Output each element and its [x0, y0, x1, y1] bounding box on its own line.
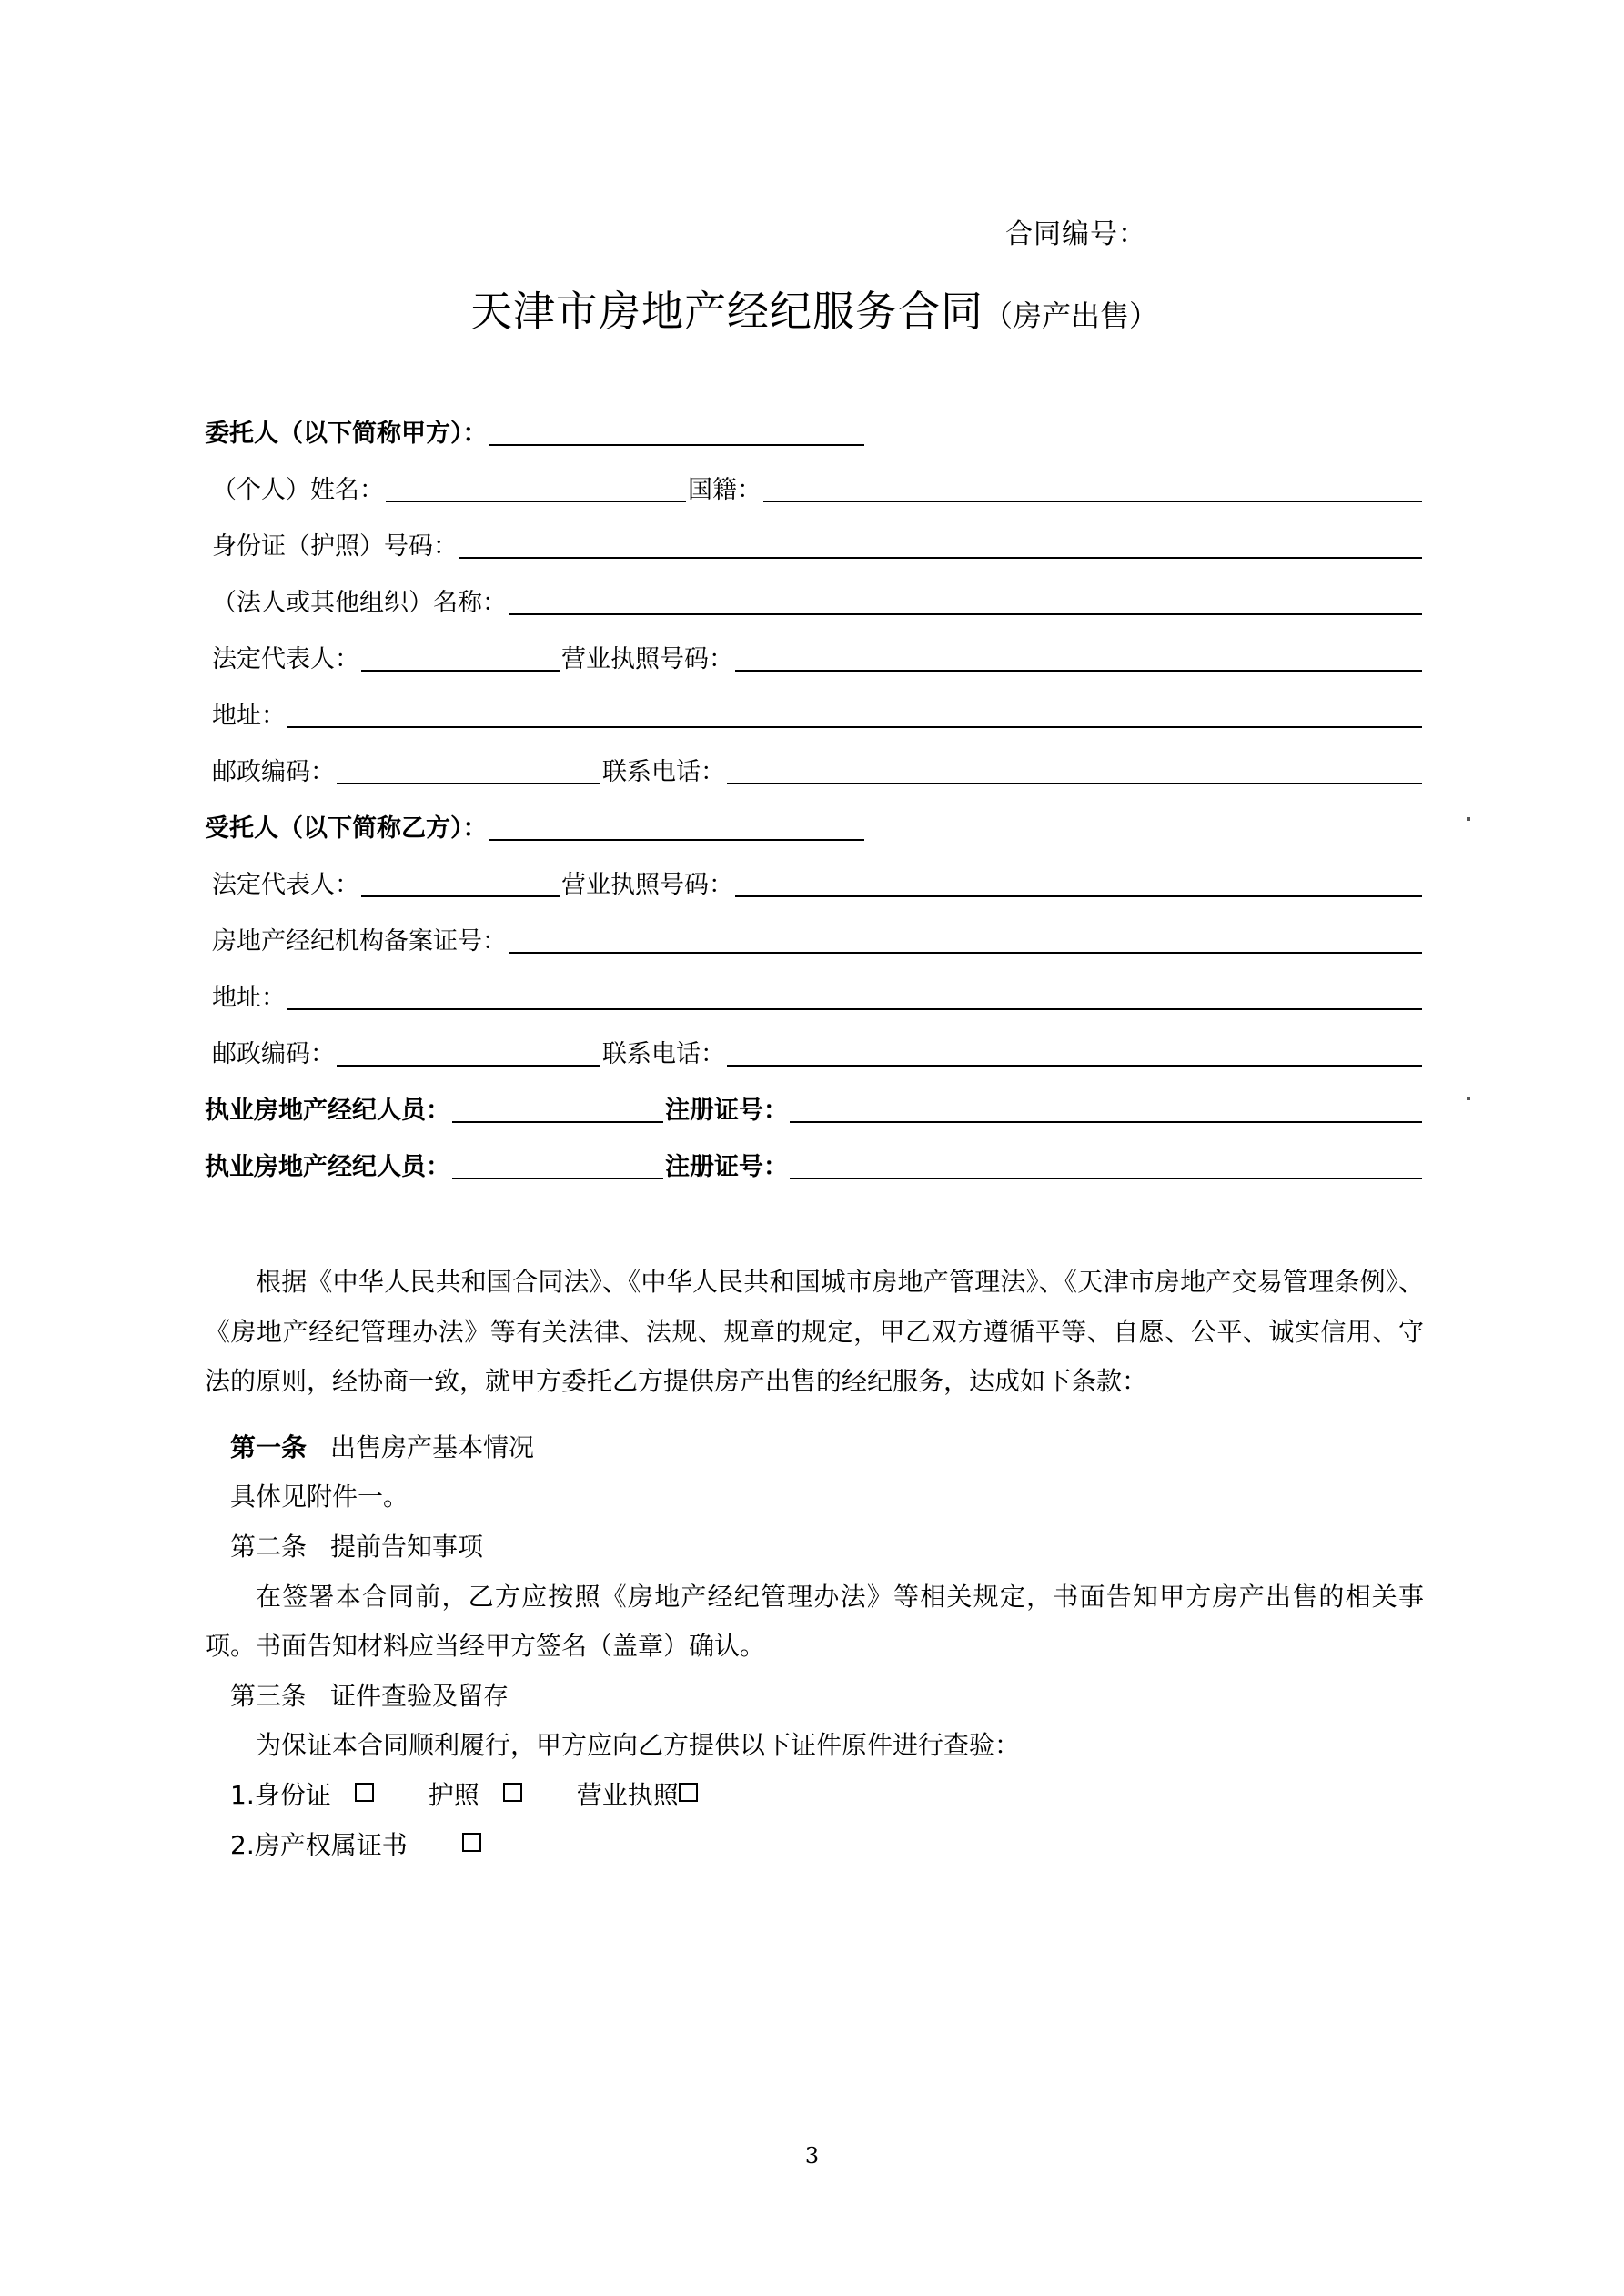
- broker-2-label: 执业房地产经纪人员：: [205, 1153, 450, 1181]
- article-3-title: 证件查验及留存: [330, 1680, 509, 1711]
- article-3-text: 为保证本合同顺利履行，甲方应向乙方提供以下证件原件进行查验：: [256, 1730, 1021, 1761]
- address-label: 地址：: [212, 702, 286, 730]
- checklist-item-2: [205, 1821, 1424, 1871]
- preamble-paragraph: 根据《中华人民共和国合同法》、《中华人民共和国城市房地产管理法》、《天津市房地产交易管理条例》、《房地产经纪管理办法》等有关法律、法规、规章的规定，甲乙双方遵循平等、自愿、公平、诚实信用、守法的原则，经协商一致，就甲方委托乙方提供房产出售的经纪服务，达成如下条款：: [205, 1267, 1424, 1397]
- article-3-heading: [205, 1672, 1424, 1722]
- cert-2-blank[interactable]: [790, 1150, 1422, 1179]
- legal-rep-blank[interactable]: [361, 642, 560, 672]
- checklist-item-2-label: 2.房产权属证书: [230, 1829, 408, 1860]
- legal-entity-blank[interactable]: [509, 586, 1422, 615]
- field-broker-1: [205, 1087, 1424, 1123]
- checklist-item-1-label: 1.身份证: [230, 1779, 331, 1810]
- document-title-main: 天津市房地产经纪服务合同: [469, 287, 983, 336]
- article-1-title: 出售房产基本情况: [330, 1431, 535, 1462]
- cert-1-label: 注册证号：: [665, 1097, 788, 1125]
- id-number-blank[interactable]: [459, 530, 1422, 559]
- postcode-label: 邮政编码：: [212, 758, 335, 786]
- phone-b-blank[interactable]: [727, 1037, 1422, 1067]
- phone-blank[interactable]: [727, 755, 1422, 784]
- nationality-blank[interactable]: [763, 473, 1422, 502]
- agency-record-blank[interactable]: [509, 925, 1422, 954]
- page-number: 3: [804, 2143, 820, 2169]
- article-1-text: [205, 1472, 1424, 1522]
- margin-mark-lower: [1467, 1097, 1470, 1100]
- article-1-body: 具体见附件一。: [230, 1482, 409, 1512]
- article-3-number: 第三条: [230, 1680, 308, 1711]
- field-legal-rep-b: [205, 861, 1424, 897]
- address-b-label: 地址：: [212, 984, 286, 1012]
- phone-label: 联系电话：: [602, 758, 725, 786]
- postcode-b-label: 邮政编码：: [212, 1040, 335, 1068]
- contract-number-label: 合同编号：: [1005, 218, 1146, 250]
- article-2-heading: [205, 1522, 1424, 1573]
- field-individual-name: [205, 466, 1424, 502]
- nationality-label: 国籍：: [688, 476, 762, 504]
- broker-1-blank[interactable]: [452, 1094, 663, 1123]
- broker-1-label: 执业房地产经纪人员：: [205, 1097, 450, 1125]
- checkbox-passport[interactable]: [503, 1783, 522, 1802]
- checklist-item-1-opt2-label: 护照: [428, 1779, 479, 1810]
- field-address-b: [205, 974, 1424, 1010]
- article-1-heading: [205, 1423, 1424, 1473]
- field-address-a: [205, 692, 1424, 728]
- margin-mark-upper: [1467, 817, 1470, 821]
- field-party-a-heading: [205, 410, 1424, 446]
- postcode-b-blank[interactable]: [337, 1037, 600, 1067]
- individual-name-label: （个人）姓名：: [212, 476, 384, 504]
- article-2-text: 在签署本合同前，乙方应按照《房地产经纪管理办法》等相关规定，书面告知甲方房产出售的相关事项。书面告知材料应当经甲方签名（盖章）确认。: [205, 1581, 1424, 1662]
- field-postcode-b: [205, 1030, 1424, 1067]
- document-title: [205, 278, 1424, 339]
- party-b-heading-blank[interactable]: [489, 812, 864, 841]
- id-number-label: 身份证（护照）号码：: [212, 532, 458, 561]
- business-license-b-blank[interactable]: [735, 868, 1422, 897]
- business-license-b-label: 营业执照号码：: [561, 871, 733, 899]
- field-broker-2: [205, 1143, 1424, 1179]
- document-content: [205, 0, 1424, 1870]
- party-a-heading-label: 委托人（以下简称甲方）：: [205, 420, 488, 448]
- checkbox-property-certificate[interactable]: [462, 1833, 481, 1852]
- field-postcode-a: [205, 748, 1424, 784]
- article-2-title: 提前告知事项: [330, 1531, 484, 1562]
- agency-record-label: 房地产经纪机构备案证号：: [212, 927, 507, 956]
- field-party-b-heading: [205, 804, 1424, 841]
- legal-entity-label: （法人或其他组织）名称：: [212, 589, 507, 617]
- address-blank[interactable]: [287, 699, 1422, 728]
- individual-name-blank[interactable]: [386, 473, 686, 502]
- checkbox-id-card[interactable]: [355, 1783, 374, 1802]
- broker-2-blank[interactable]: [452, 1150, 663, 1179]
- address-b-blank[interactable]: [287, 981, 1422, 1010]
- party-form-block: [205, 410, 1424, 1179]
- business-license-label: 营业执照号码：: [561, 645, 733, 673]
- party-a-heading-blank[interactable]: [489, 417, 864, 446]
- legal-rep-b-blank[interactable]: [361, 868, 560, 897]
- cert-1-blank[interactable]: [790, 1094, 1422, 1123]
- field-id-number: [205, 522, 1424, 559]
- party-b-heading-label: 受托人（以下简称乙方）：: [205, 814, 488, 843]
- field-legal-rep-a: [205, 635, 1424, 672]
- phone-b-label: 联系电话：: [602, 1040, 725, 1068]
- document-title-sub: （房产出售）: [983, 298, 1158, 333]
- cert-2-label: 注册证号：: [665, 1153, 788, 1181]
- field-legal-entity-name: [205, 579, 1424, 615]
- business-license-blank[interactable]: [735, 642, 1422, 672]
- legal-rep-b-label: 法定代表人：: [212, 871, 359, 899]
- article-2-number: 第二条: [230, 1531, 308, 1562]
- legal-rep-label: 法定代表人：: [212, 645, 359, 673]
- article-1-number: 第一条: [230, 1431, 308, 1462]
- checklist-item-1-opt3-label: 营业执照: [576, 1779, 679, 1810]
- contract-body: [205, 1258, 1424, 1870]
- field-agency-record-no: [205, 917, 1424, 954]
- postcode-blank[interactable]: [337, 755, 600, 784]
- checklist-item-1: [205, 1771, 1424, 1821]
- checkbox-business-license[interactable]: [679, 1783, 698, 1802]
